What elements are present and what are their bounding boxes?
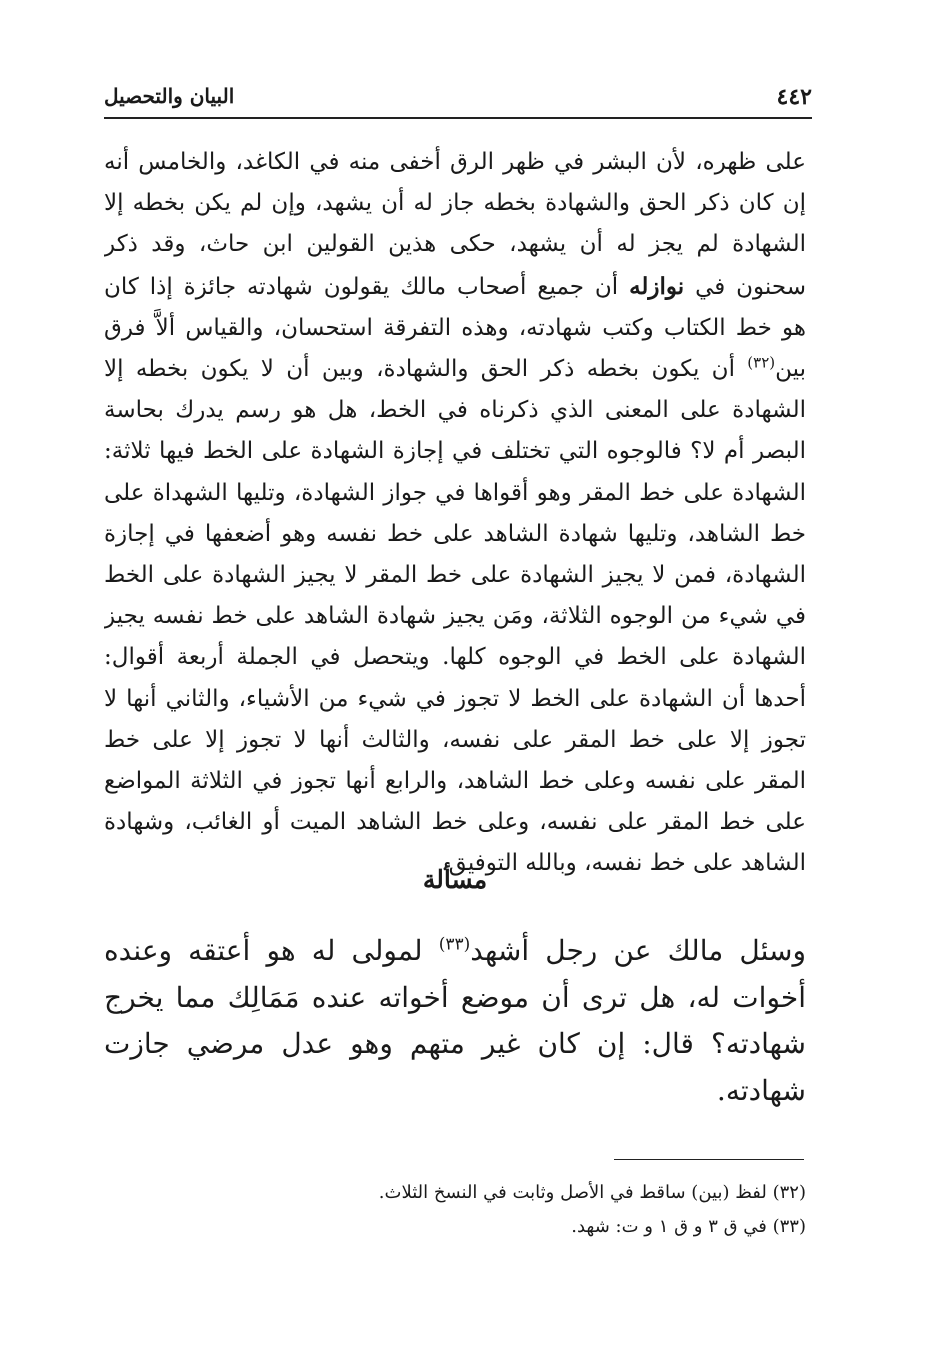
question-line-text: وسئل مالك عن رجل أشهد: [470, 934, 806, 967]
body-line: الشهادة على خط المقر وهو أقواها في جواز الشهادة، وتليها الشهداة على: [104, 479, 806, 506]
bold-term: نوازله: [629, 272, 685, 300]
body-line-text: أن جميع أصحاب مالك يقولون شهادته جائزة إذا كان: [104, 273, 630, 300]
body-line: تجوز إلا على خط المقر على نفسه، والثالث أنها لا تجوز إلا على خط: [104, 726, 806, 753]
body-line: الشاهد على خط نفسه، وبالله التوفيق.: [441, 850, 806, 877]
question-line: [104, 928, 806, 975]
question-text: [104, 928, 806, 1114]
body-line: المقر على نفسه وعلى خط الشاهد، والرابع أنها تجوز في الثلاثة المواضع: [104, 768, 806, 795]
body-line-text: سحنون في: [684, 273, 806, 300]
body-line: على ظهره، لأن البشر في ظهر الرق أخفى منه في الكاغد، والخامس أنه: [104, 149, 806, 175]
question-line-text: لمولى له هو أعتقه وعنده: [104, 934, 439, 967]
body-line: [104, 349, 806, 390]
header-rule: [104, 117, 812, 119]
footnote-rule: [614, 1159, 804, 1160]
body-line-text: بين: [775, 356, 806, 383]
body-line: في شيء من الوجوه الثلاثة، ومَن يجيز شهادة الشاهد على خط نفسه يجيز: [104, 603, 806, 630]
body-line: البصر أم لا؟ فالوجوه التي تختلف في إجازة الشهادة على الخط فيها ثلاثة:: [104, 438, 806, 465]
body-line-text: أن يكون بخطه ذكر الحق والشهادة، وبين أن لا يكون بخطه إلا: [104, 356, 748, 383]
body-line: [104, 266, 806, 308]
footnote: (٣٢) لفظ (بين) ساقط في الأصل وثابت في النسخ الثلاث.: [378, 1182, 806, 1203]
page-number: ٤٤٢: [776, 84, 812, 110]
footnote: (٣٣) في ق ٣ و ق ١ و ت: شهد.: [571, 1216, 806, 1237]
body-line: إن كان ذكر الحق والشهادة بخطه جاز له أن يشهد، وإن لم يكن بخطه إلا: [104, 190, 806, 217]
body-line: هو خط الكتاب وكتب شهادته، وهذه التفرقة استحسان، والقياس ألاَّ فرق: [104, 314, 806, 341]
body-line: على خط المقر على نفسه، وعلى خط الشاهد الميت أو الغائب، وشهادة: [104, 809, 806, 836]
body-line: خط الشاهد، وتليها شهادة الشاهد على خط نفسه وهو أضعفها في إجازة: [104, 520, 806, 547]
body-line: أحدها أن الشهادة على الخط لا تجوز في شيء من الأشياء، والثاني أنها لا: [104, 685, 806, 712]
question-line: شهادته؟ قال: إن كان غير متهم وهو عدل مرضي جازت: [104, 1027, 806, 1060]
body-line: الشهادة على المعنى الذي ذكرناه في الخط، هل هو رسم يدرك بحاسة: [104, 397, 806, 424]
running-head: [104, 84, 812, 116]
section-heading: مسألة: [422, 865, 488, 894]
body-line: الشهادة لم يجز له أن يشهد، حكى هذين القولين ابن حاث، وقد ذكر: [104, 231, 806, 258]
body-text: [104, 142, 806, 885]
body-line: الشهادة على الخط في الوجوه كلها. ويتحصل في الجملة أربعة أقوال:: [104, 644, 806, 671]
footnote-marker: (٣٣): [438, 934, 471, 955]
footnote-marker: (٣٢): [747, 353, 776, 372]
footnotes: [104, 1176, 806, 1244]
running-title: البيان والتحصيل: [104, 84, 235, 108]
question-line: شهادته.: [716, 1073, 806, 1107]
question-line: أخوات له، هل ترى أن موضع أخواته عنده مَمَالِك مما يخرج: [104, 980, 806, 1014]
body-line: الشهادة، فمن لا يجيز الشهادة على خط المقر لا يجيز الشهادة على الخط: [104, 562, 806, 589]
